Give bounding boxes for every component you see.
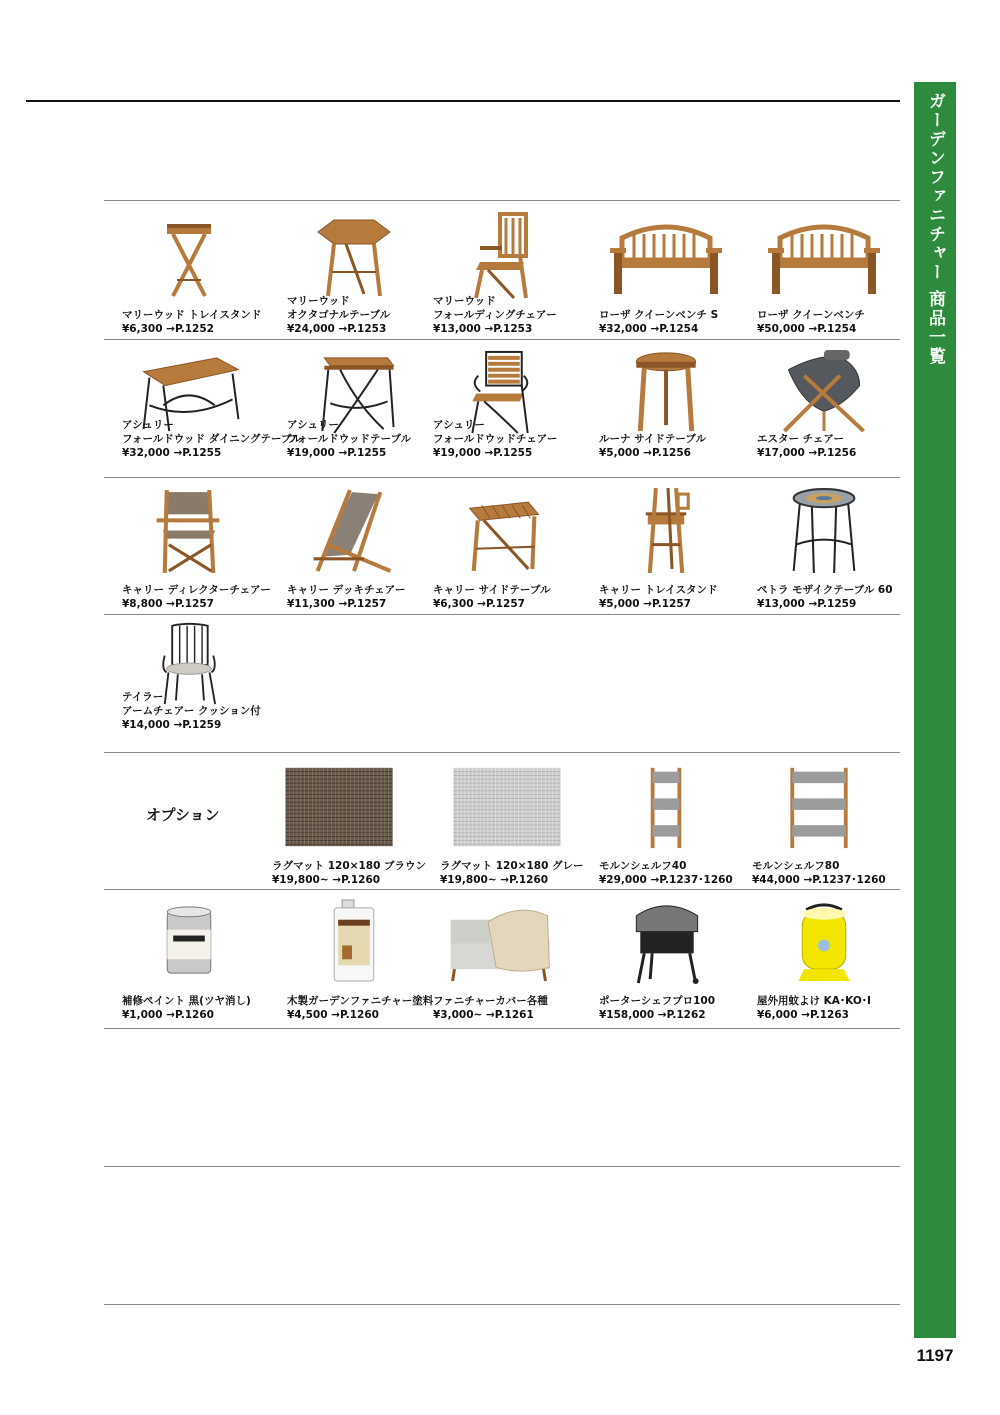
product-name: ローザ クイーンベンチ bbox=[757, 309, 865, 321]
product-caption bbox=[272, 860, 426, 887]
product-name: オクタゴナルテーブル bbox=[287, 308, 391, 321]
product-name: モルンシェルフ40 bbox=[599, 860, 687, 872]
option-label: オプション bbox=[146, 806, 220, 824]
product-name: エスター チェアー bbox=[757, 433, 845, 445]
product-price: ¥13,000 →P.1253 bbox=[433, 322, 533, 335]
product-caption bbox=[752, 860, 886, 887]
rug-gray-icon bbox=[432, 764, 582, 850]
product-name: ローザ クイーンベンチ S bbox=[599, 309, 719, 321]
folding-chair-icon bbox=[425, 210, 575, 300]
product-name: マリーウッド bbox=[287, 295, 350, 308]
product-caption bbox=[287, 295, 390, 336]
product-caption bbox=[433, 584, 550, 611]
product-name: ファニチャーカバー各種 bbox=[433, 995, 548, 1007]
tray-stand-icon bbox=[114, 210, 264, 300]
furniture-cover-icon bbox=[425, 896, 575, 985]
product-name: ペトラ モザイクテーブル 60 bbox=[757, 584, 893, 596]
row-divider bbox=[104, 200, 900, 201]
side-table-icon bbox=[425, 484, 575, 575]
product-name: テイラー bbox=[122, 691, 164, 704]
product-name: フォールドウッド ダイニングテーブル bbox=[122, 432, 302, 445]
product-price: ¥158,000 →P.1262 bbox=[599, 1008, 706, 1021]
product-price: ¥1,000 →P.1260 bbox=[122, 1008, 214, 1021]
product-name: アシュリー bbox=[122, 419, 174, 432]
product-caption bbox=[599, 860, 733, 887]
product-caption bbox=[757, 584, 893, 611]
product-price: ¥19,000 →P.1255 bbox=[433, 446, 533, 459]
row-divider bbox=[104, 339, 900, 340]
product-price: ¥19,800~ →P.1260 bbox=[440, 873, 549, 886]
product-price: ¥6,300 →P.1257 bbox=[433, 597, 525, 610]
bench-icon bbox=[591, 210, 741, 300]
row-divider bbox=[104, 614, 900, 615]
product-caption bbox=[433, 295, 557, 336]
product-caption bbox=[757, 995, 871, 1022]
product-caption bbox=[287, 419, 411, 460]
product-price: ¥19,000 →P.1255 bbox=[287, 446, 387, 459]
product-name: アームチェアー クッション付 bbox=[122, 704, 261, 717]
product-caption bbox=[599, 433, 706, 460]
tray-stand-tall-icon bbox=[591, 484, 741, 575]
product-caption bbox=[757, 433, 856, 460]
row-divider bbox=[104, 889, 900, 890]
page-number: 1197 bbox=[916, 1346, 954, 1365]
row-divider bbox=[104, 477, 900, 478]
product-price: ¥13,000 →P.1259 bbox=[757, 597, 857, 610]
product-caption bbox=[599, 995, 715, 1022]
product-caption bbox=[440, 860, 584, 887]
round-side-table-icon bbox=[591, 346, 741, 435]
paint-can-icon bbox=[114, 896, 264, 985]
section-sidebar bbox=[914, 82, 956, 1338]
product-caption bbox=[433, 419, 557, 460]
product-price: ¥5,000 →P.1257 bbox=[599, 597, 691, 610]
product-caption bbox=[599, 584, 718, 611]
row-divider bbox=[104, 1304, 900, 1305]
product-name: 木製ガーデンファニチャー塗料 bbox=[287, 995, 434, 1007]
product-caption bbox=[757, 309, 865, 336]
row-divider bbox=[104, 1028, 900, 1029]
product-price: ¥3,000~ →P.1261 bbox=[433, 1008, 534, 1021]
product-name: キャリー トレイスタンド bbox=[599, 584, 718, 596]
product-name: マリーウッド bbox=[433, 295, 496, 308]
product-caption bbox=[287, 995, 433, 1022]
bench-icon bbox=[749, 210, 899, 300]
product-price: ¥4,500 →P.1260 bbox=[287, 1008, 379, 1021]
product-caption bbox=[122, 995, 251, 1022]
product-name: フォールドウッドテーブル bbox=[287, 432, 412, 445]
section-title: ガーデンファニチャー 商品一覧 bbox=[925, 92, 945, 366]
shelf-icon bbox=[591, 764, 741, 850]
product-name: 屋外用蚊よけ KA･KO･I bbox=[757, 995, 871, 1007]
product-price: ¥32,000 →P.1254 bbox=[599, 322, 699, 335]
product-price: ¥17,000 →P.1256 bbox=[757, 446, 857, 459]
product-name: アシュリー bbox=[433, 419, 485, 432]
product-name: ルーナ サイドテーブル bbox=[599, 433, 706, 445]
product-caption bbox=[122, 309, 261, 336]
product-name: ポーターシェフプロ100 bbox=[599, 995, 715, 1007]
product-price: ¥6,000 →P.1263 bbox=[757, 1008, 849, 1021]
product-name: 補修ペイント 黒(ツヤ消し) bbox=[122, 995, 251, 1007]
product-caption bbox=[122, 584, 271, 611]
product-name: キャリー ディレクターチェアー bbox=[122, 584, 271, 596]
product-name: フォールディングチェアー bbox=[433, 308, 557, 321]
product-price: ¥11,300 →P.1257 bbox=[287, 597, 387, 610]
row-divider bbox=[104, 752, 900, 753]
product-price: ¥19,800~ →P.1260 bbox=[272, 873, 381, 886]
product-price: ¥8,800 →P.1257 bbox=[122, 597, 214, 610]
bbq-grill-icon bbox=[591, 896, 741, 985]
product-name: モルンシェルフ80 bbox=[752, 860, 840, 872]
product-name: ラグマット 120×180 グレー bbox=[440, 860, 584, 872]
product-price: ¥44,000 →P.1237･1260 bbox=[752, 873, 886, 886]
rug-brown-icon bbox=[264, 764, 414, 850]
product-caption bbox=[287, 584, 405, 611]
product-name: マリーウッド トレイスタンド bbox=[122, 309, 262, 321]
product-caption bbox=[599, 309, 718, 336]
product-name: キャリー サイドテーブル bbox=[433, 584, 551, 596]
product-name: アシュリー bbox=[287, 419, 339, 432]
product-price: ¥29,000 →P.1237･1260 bbox=[599, 873, 733, 886]
product-name: フォールドウッドチェアー bbox=[433, 432, 558, 445]
octagonal-table-icon bbox=[279, 210, 429, 300]
product-caption bbox=[122, 691, 261, 732]
product-name: ラグマット 120×180 ブラウン bbox=[272, 860, 427, 872]
product-name: キャリー デッキチェアー bbox=[287, 584, 406, 596]
coating-bottle-icon bbox=[279, 896, 429, 985]
director-chair-icon bbox=[114, 484, 264, 575]
product-price: ¥6,300 →P.1252 bbox=[122, 322, 214, 335]
product-caption bbox=[122, 419, 301, 460]
row-divider bbox=[104, 1166, 900, 1167]
shelf-wide-icon bbox=[744, 764, 894, 850]
product-caption bbox=[433, 995, 548, 1022]
top-rule bbox=[26, 100, 900, 102]
deck-chair-icon bbox=[279, 484, 429, 575]
mosquito-repeller-icon bbox=[749, 896, 899, 985]
mosaic-table-icon bbox=[749, 484, 899, 575]
product-price: ¥50,000 →P.1254 bbox=[757, 322, 857, 335]
product-price: ¥32,000 →P.1255 bbox=[122, 446, 222, 459]
product-price: ¥5,000 →P.1256 bbox=[599, 446, 691, 459]
butterfly-chair-icon bbox=[749, 346, 899, 435]
product-price: ¥24,000 →P.1253 bbox=[287, 322, 387, 335]
product-price: ¥14,000 →P.1259 bbox=[122, 718, 222, 731]
